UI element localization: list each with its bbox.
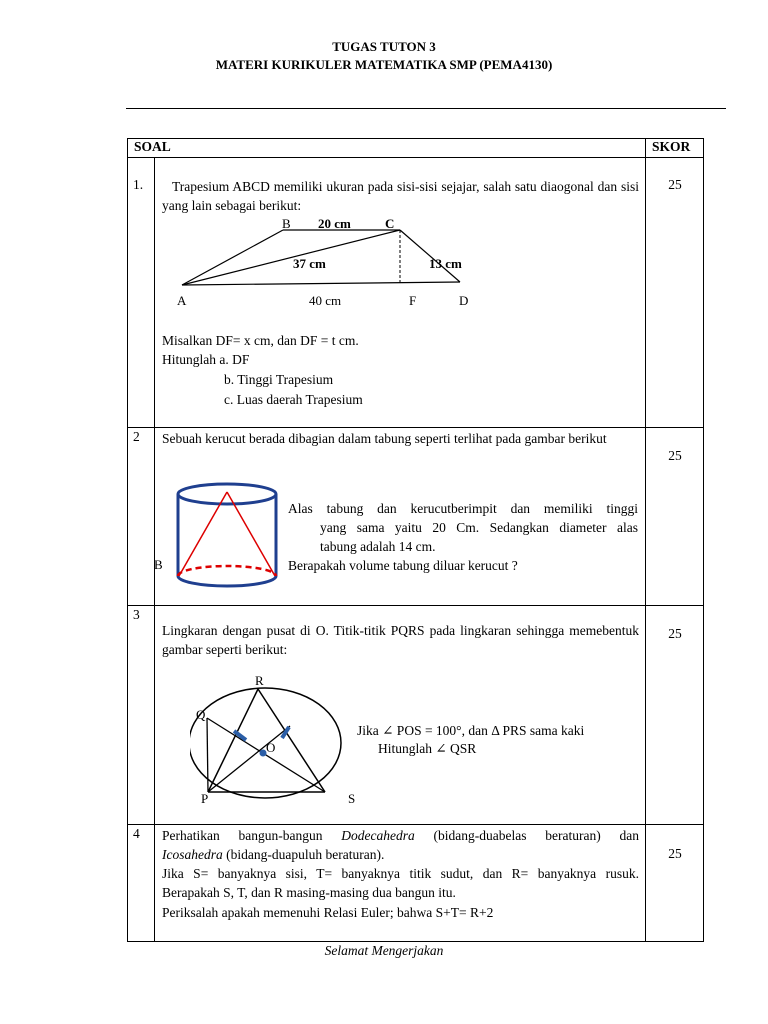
base-length: 40 cm (309, 293, 342, 308)
question-1-ask-b: b. Tinggi Trapesium (224, 372, 334, 387)
question-3-ask: Hitunglah ∠ QSR (378, 741, 477, 756)
row-divider-3 (127, 824, 704, 825)
column-header-skor: SKOR (652, 139, 691, 154)
point-p-label: P (201, 791, 209, 806)
table-border-right (703, 138, 704, 942)
question-2-score: 25 (668, 448, 682, 463)
closing-message: Selamat Mengerjakan (324, 943, 444, 958)
table-divider-score (645, 138, 646, 942)
vertex-d-label: D (459, 293, 469, 308)
vertex-b-label: B (282, 216, 291, 231)
question-2-ask: Berapakah volume tabung diluar kerucut ? (288, 558, 518, 573)
question-2-number: 2 (133, 429, 140, 444)
question-4-line-2-part-b: (bidang-duapuluh beraturan). (222, 847, 385, 862)
column-header-soal: SOAL (134, 139, 171, 154)
question-4-line-3: Jika S= banyaknya sisi, T= banyaknya titik sudut, dan R= banyaknya rusuk. (162, 866, 639, 881)
point-f-label: F (409, 293, 417, 308)
icosahedra-term: Icosahedra (162, 847, 223, 862)
header-rule (126, 108, 726, 109)
row-divider-1 (127, 427, 704, 428)
document-subtitle: MATERI KURIKULER MATEMATIKA SMP (PEMA4130) (215, 57, 553, 72)
side-length: 13 cm (429, 256, 462, 271)
center-o-label: O (266, 740, 276, 755)
question-2-intro: Sebuah kerucut berada dibagian dalam tabung seperti terlihat pada gambar berikut (162, 431, 607, 446)
vertex-a-label: A (177, 293, 187, 308)
question-2-desc-line-3: tabung adalah 14 cm. (320, 539, 436, 554)
table-border-top (127, 138, 704, 139)
question-1-score: 25 (668, 177, 682, 192)
question-3-number: 3 (133, 607, 140, 622)
table-header-rule (127, 157, 704, 158)
question-2-desc-line-1: Alas tabung dan kerucutberimpit dan memiliki tinggi (288, 501, 638, 516)
dodecahedra-term: Dodecahedra (341, 828, 415, 843)
question-1-number: 1. (133, 177, 144, 192)
question-4-score: 25 (668, 846, 682, 861)
question-1-intro: Trapesium ABCD memiliki ukuran pada sisi-sisi sejajar, salah satu diaogonal dan sisi yang lain sebagai berikut: (162, 179, 639, 213)
row-divider-2 (127, 605, 704, 606)
question-4-line-2 (162, 845, 384, 864)
table-border-bottom (127, 941, 704, 942)
question-1-ask-a: Hitunglah a. DF (162, 352, 250, 367)
question-3-score: 25 (668, 626, 682, 641)
question-2-desc-line-2: yang sama yaitu 20 Cm. Sedangkan diameter alas (320, 520, 638, 535)
cylinder-b-label: B (154, 557, 163, 572)
point-r-label: R (255, 673, 264, 688)
question-3-given: Jika ∠ POS = 100°, dan Δ PRS sama kaki (357, 723, 585, 738)
question-4-line-1-part-a: Perhatikan bangun-bangun (162, 828, 342, 843)
question-1-ask-c: c. Luas daerah Trapesium (224, 392, 363, 407)
top-side-length: 20 cm (318, 216, 351, 231)
cone-in-cylinder-figure (170, 478, 285, 593)
document-title: TUGAS TUTON 3 (332, 39, 436, 54)
question-4-number: 4 (133, 826, 140, 841)
question-4-line-4: Berapakah S, T, dan R masing-masing dua bangun itu. (162, 885, 456, 900)
question-3-intro: Lingkaran dengan pusat di O. Titik-titik PQRS pada lingkaran sehingga memebentuk gambar seperti berikut: (162, 623, 639, 657)
diagonal-length: 37 cm (293, 256, 326, 271)
point-q-label: Q (196, 707, 206, 722)
question-4-line-1 (162, 826, 639, 845)
vertex-c-label: C (385, 216, 395, 231)
point-s-label: S (348, 791, 356, 806)
question-4-line-1-part-c: (bidang-duabelas beraturan) dan (414, 828, 639, 843)
question-4-line-5: Periksalah apakah memenuhi Relasi Euler; bahwa S+T= R+2 (162, 905, 494, 920)
question-1-let: Misalkan DF= x cm, dan DF = t cm. (162, 333, 359, 348)
table-border-left (127, 138, 128, 942)
